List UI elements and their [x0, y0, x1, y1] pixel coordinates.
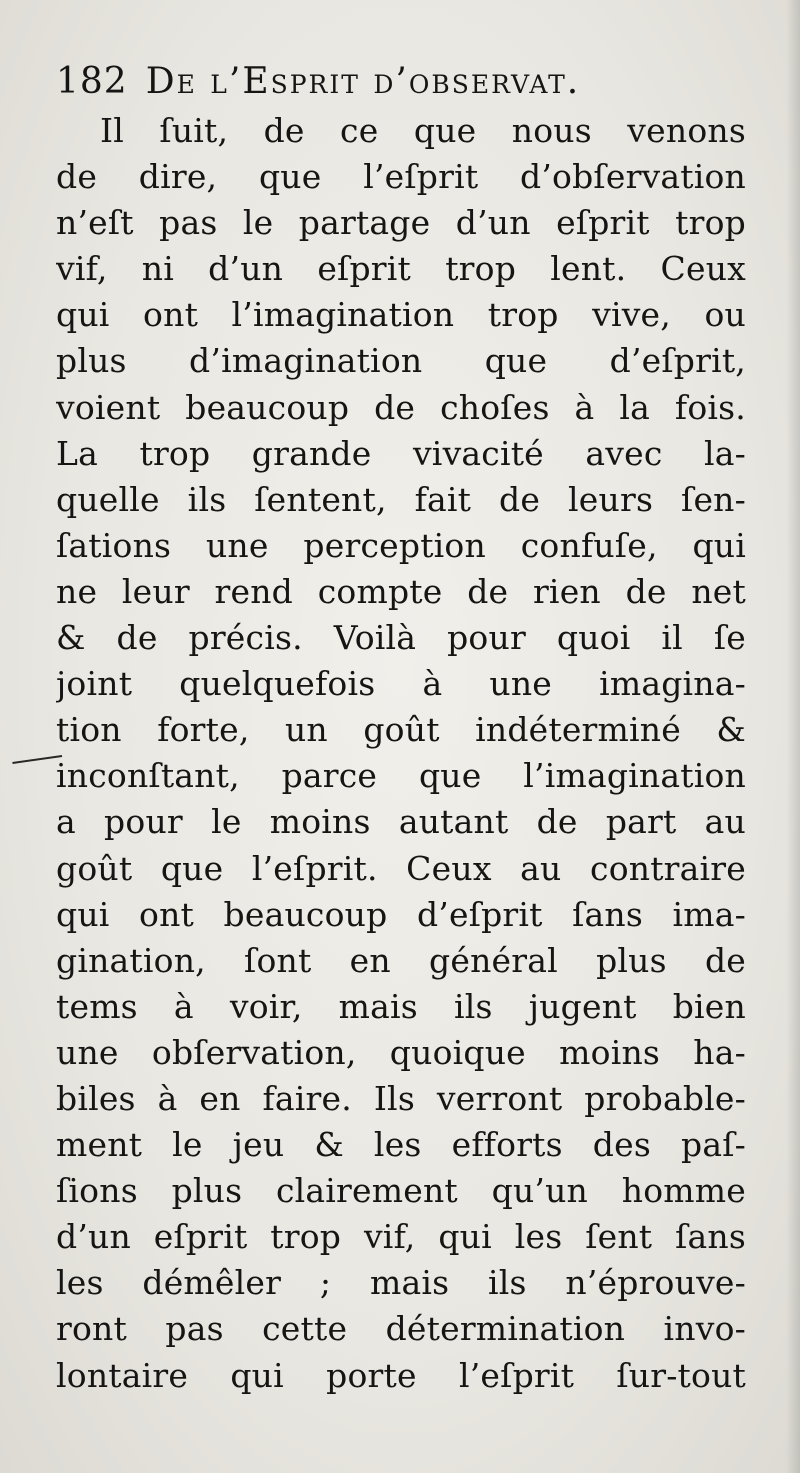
- text-line: de dire, que l’eſprit d’obſervation: [56, 157, 746, 197]
- body-text: [56, 108, 746, 1399]
- text-line: plus d’imagination que d’eſprit,: [56, 341, 746, 381]
- running-title: De l’Esprit d’observat.: [145, 61, 581, 102]
- page-header: [56, 58, 756, 106]
- text-line: vif, ni d’un eſprit trop lent. Ceux: [56, 249, 746, 289]
- text-line: La trop grande vivacité avec la-: [56, 433, 746, 473]
- text-line: ment le jeu & les efforts des paſ-: [56, 1125, 746, 1165]
- text-line: a pour le moins autant de part au: [56, 802, 746, 842]
- text-line: les démêler ; mais ils n’éprouve-: [56, 1263, 746, 1303]
- text-line: une obſervation, quoique moins ha-: [56, 1032, 746, 1072]
- text-line: qui ont beaucoup d’eſprit ſans ima-: [56, 894, 746, 934]
- text-line: gination, ſont en général plus de: [56, 940, 746, 980]
- text-line: n’eſt pas le partage d’un eſprit trop: [56, 203, 746, 243]
- text-line: & de précis. Voilà pour quoi il ſe: [56, 618, 746, 658]
- text-line: tems à voir, mais ils jugent bien: [56, 986, 746, 1026]
- text-line: biles à en faire. Ils verront probable-: [56, 1078, 746, 1118]
- margin-pen-mark: [12, 755, 62, 764]
- text-line: lontaire qui porte l’eſprit ſur-tout: [56, 1355, 746, 1395]
- text-line: goût que l’eſprit. Ceux au contraire: [56, 848, 746, 888]
- page-edge-shadow: [786, 0, 800, 1473]
- text-line: ſations une perception confuſe, qui: [56, 525, 746, 565]
- text-line: d’un eſprit trop vif, qui les ſent ſans: [56, 1217, 746, 1257]
- text-line: ſions plus clairement qu’un homme: [56, 1171, 746, 1211]
- text-line: ront pas cette détermination invo-: [56, 1309, 746, 1349]
- text-line: ne leur rend compte de rien de net: [56, 571, 746, 611]
- text-line: tion forte, un goût indéterminé &: [56, 710, 746, 750]
- text-line: quelle ils ſentent, fait de leurs ſen-: [56, 479, 746, 519]
- text-line: joint quelquefois à une imagina-: [56, 664, 746, 704]
- text-line: qui ont l’imagination trop vive, ou: [56, 295, 746, 335]
- text-line: voient beaucoup de choſes à la fois.: [56, 387, 746, 427]
- text-line: Il ſuit, de ce que nous venons: [100, 111, 746, 150]
- page-number: 182: [56, 61, 128, 102]
- text-line: inconſtant, parce que l’imagination: [56, 756, 746, 796]
